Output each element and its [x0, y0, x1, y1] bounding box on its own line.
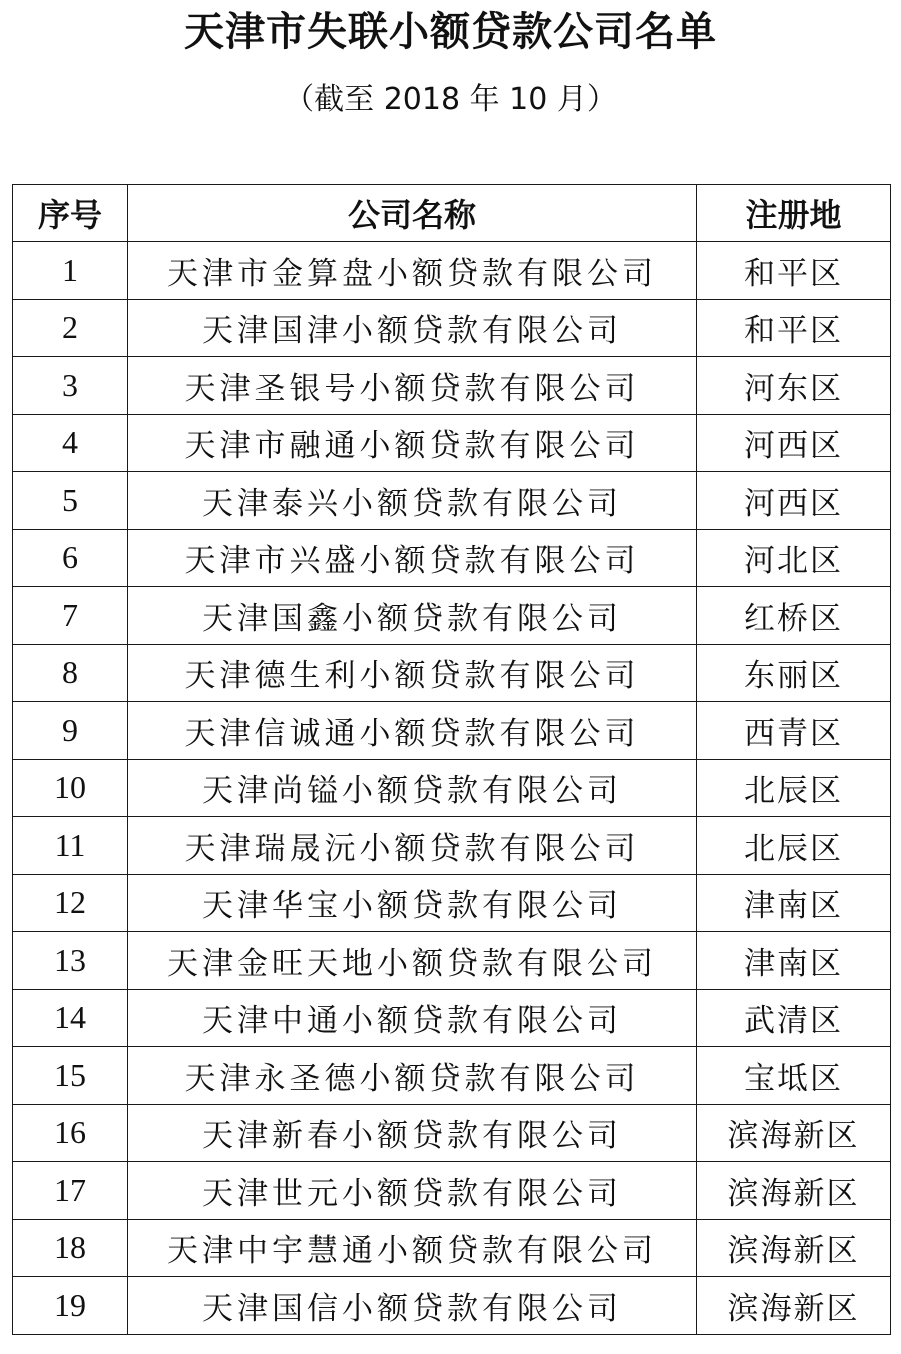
registered-location-cell: 和平区 [697, 242, 891, 300]
table-row [13, 357, 891, 415]
company-name-cell: 天津国鑫小额贷款有限公司 [128, 587, 697, 645]
table-row [13, 414, 891, 472]
company-name-cell: 天津尚镒小额贷款有限公司 [128, 759, 697, 817]
company-name-cell: 天津中通小额贷款有限公司 [128, 989, 697, 1047]
document-title: 天津市失联小额贷款公司名单 [184, 9, 717, 55]
registered-location-cell: 北辰区 [697, 759, 891, 817]
serial-number-cell: 15 [13, 1047, 128, 1105]
company-name-cell: 天津泰兴小额贷款有限公司 [128, 472, 697, 530]
table-row [13, 587, 891, 645]
table-body [13, 242, 891, 1335]
registered-location-cell: 红桥区 [697, 587, 891, 645]
table-row [13, 1219, 891, 1277]
company-name-cell: 天津市融通小额贷款有限公司 [128, 414, 697, 472]
header-registered-location: 注册地 [697, 185, 891, 242]
table-header-row [13, 185, 891, 242]
table-row [13, 472, 891, 530]
company-name-cell: 天津世元小额贷款有限公司 [128, 1162, 697, 1220]
table-row [13, 989, 891, 1047]
table-row [13, 644, 891, 702]
serial-number-cell: 9 [13, 702, 128, 760]
table-row [13, 1104, 891, 1162]
serial-number-cell: 1 [13, 242, 128, 300]
company-name-cell: 天津信诚通小额贷款有限公司 [128, 702, 697, 760]
header-company-name: 公司名称 [128, 185, 697, 242]
table-row [13, 702, 891, 760]
registered-location-cell: 河西区 [697, 472, 891, 530]
registered-location-cell: 滨海新区 [697, 1162, 891, 1220]
registered-location-cell: 河东区 [697, 357, 891, 415]
header-serial-number: 序号 [13, 185, 128, 242]
serial-number-cell: 8 [13, 644, 128, 702]
table-row [13, 1277, 891, 1335]
table-row [13, 1162, 891, 1220]
registered-location-cell: 东丽区 [697, 644, 891, 702]
company-name-cell: 天津华宝小额贷款有限公司 [128, 874, 697, 932]
company-name-cell: 天津金旺天地小额贷款有限公司 [128, 932, 697, 990]
company-name-cell: 天津德生利小额贷款有限公司 [128, 644, 697, 702]
registered-location-cell: 滨海新区 [697, 1277, 891, 1335]
registered-location-cell: 武清区 [697, 989, 891, 1047]
company-name-cell: 天津国信小额贷款有限公司 [128, 1277, 697, 1335]
registered-location-cell: 津南区 [697, 932, 891, 990]
registered-location-cell: 滨海新区 [697, 1104, 891, 1162]
serial-number-cell: 5 [13, 472, 128, 530]
serial-number-cell: 2 [13, 299, 128, 357]
table-row [13, 1047, 891, 1105]
company-name-cell: 天津国津小额贷款有限公司 [128, 299, 697, 357]
serial-number-cell: 3 [13, 357, 128, 415]
registered-location-cell: 和平区 [697, 299, 891, 357]
serial-number-cell: 18 [13, 1219, 128, 1277]
company-table [12, 184, 891, 1335]
company-name-cell: 天津永圣德小额贷款有限公司 [128, 1047, 697, 1105]
serial-number-cell: 19 [13, 1277, 128, 1335]
document-subtitle: （截至 2018 年 10 月） [284, 82, 617, 117]
table-row [13, 299, 891, 357]
registered-location-cell: 北辰区 [697, 817, 891, 875]
table-row [13, 759, 891, 817]
table-row [13, 529, 891, 587]
serial-number-cell: 10 [13, 759, 128, 817]
serial-number-cell: 11 [13, 817, 128, 875]
serial-number-cell: 6 [13, 529, 128, 587]
serial-number-cell: 7 [13, 587, 128, 645]
serial-number-cell: 14 [13, 989, 128, 1047]
serial-number-cell: 17 [13, 1162, 128, 1220]
serial-number-cell: 12 [13, 874, 128, 932]
company-name-cell: 天津新春小额贷款有限公司 [128, 1104, 697, 1162]
serial-number-cell: 16 [13, 1104, 128, 1162]
company-name-cell: 天津瑞晟沅小额贷款有限公司 [128, 817, 697, 875]
table-row [13, 932, 891, 990]
registered-location-cell: 河西区 [697, 414, 891, 472]
company-name-cell: 天津圣银号小额贷款有限公司 [128, 357, 697, 415]
company-name-cell: 天津中宇慧通小额贷款有限公司 [128, 1219, 697, 1277]
registered-location-cell: 津南区 [697, 874, 891, 932]
company-name-cell: 天津市兴盛小额贷款有限公司 [128, 529, 697, 587]
registered-location-cell: 宝坻区 [697, 1047, 891, 1105]
serial-number-cell: 13 [13, 932, 128, 990]
company-name-cell: 天津市金算盘小额贷款有限公司 [128, 242, 697, 300]
table-row [13, 817, 891, 875]
table-row [13, 242, 891, 300]
table-row [13, 874, 891, 932]
registered-location-cell: 河北区 [697, 529, 891, 587]
registered-location-cell: 滨海新区 [697, 1219, 891, 1277]
registered-location-cell: 西青区 [697, 702, 891, 760]
serial-number-cell: 4 [13, 414, 128, 472]
